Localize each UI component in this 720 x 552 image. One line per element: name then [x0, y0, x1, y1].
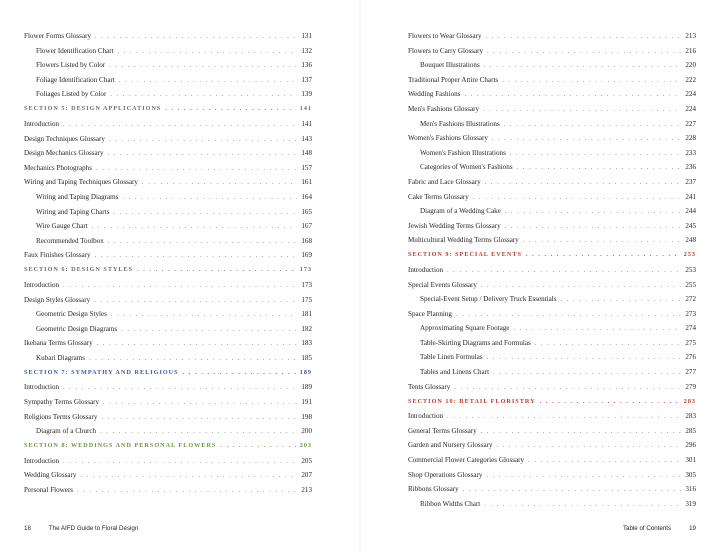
toc-page-number: 236 — [685, 163, 696, 172]
toc-entry-title: Introduction — [24, 119, 60, 128]
toc-entry — [408, 280, 696, 290]
dot-leader — [89, 354, 297, 364]
toc-section-heading — [408, 250, 696, 260]
dot-leader — [485, 178, 682, 188]
toc-page-number: 276 — [685, 353, 696, 362]
dot-leader — [497, 441, 682, 451]
toc-entry-title: Flowers Listed by Color — [36, 61, 106, 70]
dot-leader — [165, 104, 295, 114]
toc-entry-title: SECTION 10: RETAIL FLORISTRY — [408, 397, 536, 405]
dot-leader — [95, 251, 298, 261]
right-footer — [623, 525, 696, 532]
toc-entry-title: Approximating Square Footage — [420, 324, 510, 333]
toc-column-left — [24, 31, 312, 500]
dot-leader — [464, 90, 681, 100]
dot-leader — [63, 281, 297, 291]
toc-entry-title: Wire Gauge Chart — [36, 222, 88, 231]
toc-page-number: 237 — [685, 177, 696, 186]
toc-subentry — [408, 367, 696, 377]
toc-entry — [408, 426, 696, 436]
toc-entry — [408, 470, 696, 480]
toc-page-number: 244 — [685, 207, 696, 216]
toc-entry-title: SECTION 9: SPECIAL EVENTS — [408, 251, 522, 259]
toc-page-number: 305 — [685, 470, 696, 479]
toc-subentry — [24, 46, 312, 56]
toc-entry-title: Introduction — [408, 265, 444, 274]
toc-subentry — [24, 353, 312, 363]
dot-leader — [481, 281, 681, 291]
dot-leader — [96, 164, 297, 174]
toc-entry-title: Cake Terms Glossary — [408, 192, 469, 201]
toc-entry-title: Special-Event Setup / Delivery Truck Essentials — [420, 295, 557, 304]
dot-leader — [484, 61, 682, 71]
right-page-number: 19 — [689, 525, 696, 532]
toc-entry-title: Jewish Wedding Terms Glossary — [408, 221, 501, 230]
toc-entry — [408, 104, 696, 114]
toc-entry-title: Fabric and Lace Glossary — [408, 177, 481, 186]
toc-entry-title: Wiring and Taping Diagrams — [36, 192, 119, 201]
toc-subentry — [24, 324, 312, 334]
toc-entry-title: Tents Glossary — [408, 382, 451, 391]
toc-page-number: 167 — [301, 222, 312, 231]
toc-entry-title: SECTION 5: DESIGN APPLICATIONS — [24, 105, 162, 113]
toc-subentry — [24, 236, 312, 246]
toc-subentry — [408, 206, 696, 216]
toc-entry-title: Geometric Design Styles — [36, 310, 107, 319]
toc-entry — [408, 411, 696, 421]
toc-entry-title: Introduction — [24, 280, 60, 289]
dot-leader — [540, 397, 680, 407]
dot-leader — [454, 383, 681, 393]
left-footer — [24, 525, 138, 532]
dot-leader — [492, 134, 681, 144]
toc-page-number: 213 — [301, 486, 312, 495]
toc-subentry — [408, 323, 696, 333]
toc-subentry — [24, 192, 312, 202]
toc-entry-title: Introduction — [24, 383, 60, 392]
toc-entry-title: Women's Fashions Glossary — [408, 134, 488, 143]
toc-entry-title: Bouquet Illustrations — [420, 61, 480, 70]
dot-leader — [502, 76, 681, 86]
dot-leader — [101, 413, 297, 423]
toc-page-number: 274 — [685, 324, 696, 333]
toc-entry-title: Garden and Nursery Glossary — [408, 441, 493, 450]
toc-page-number: 245 — [685, 221, 696, 230]
dot-leader — [108, 149, 298, 159]
dot-leader — [504, 120, 682, 130]
toc-entry-title: Flowers to Wear Glossary — [408, 32, 482, 40]
toc-page-number: 207 — [301, 471, 312, 480]
toc-entry — [408, 177, 696, 187]
dot-leader — [561, 295, 682, 305]
toc-page-number: 216 — [685, 46, 696, 55]
dot-leader — [108, 237, 298, 247]
toc-entry — [408, 75, 696, 85]
toc-page-number: 228 — [685, 134, 696, 143]
dot-leader — [103, 398, 297, 408]
toc-page-number: 136 — [301, 61, 312, 70]
toc-page-number: 137 — [301, 75, 312, 84]
toc-page-number: 285 — [685, 426, 696, 435]
dot-leader — [486, 471, 681, 481]
toc-entry-title: Table Linen Formulas — [420, 353, 483, 362]
toc-page-number: 183 — [301, 339, 312, 348]
toc-subentry — [408, 352, 696, 362]
toc-subentry — [408, 294, 696, 304]
dot-leader — [484, 500, 681, 510]
toc-entry — [408, 31, 696, 41]
toc-entry-title: Introduction — [408, 412, 444, 421]
toc-entry — [408, 89, 696, 99]
toc-entry-title: Recommended Toolbox — [36, 236, 104, 245]
toc-page-number: 213 — [685, 32, 696, 40]
toc-entry — [408, 455, 696, 465]
toc-entry — [24, 134, 312, 144]
dot-leader — [97, 339, 298, 349]
toc-page-number: 296 — [685, 441, 696, 450]
toc-page-number: 319 — [685, 499, 696, 508]
dot-leader — [510, 149, 682, 159]
dot-leader — [63, 120, 297, 130]
toc-page-number: 241 — [685, 192, 696, 201]
dot-leader — [113, 208, 297, 218]
dot-leader — [109, 135, 297, 145]
toc-page-number: 189 — [301, 383, 312, 392]
toc-subentry — [24, 89, 312, 99]
toc-page-number: 139 — [301, 90, 312, 99]
toc-page-number: 181 — [301, 310, 312, 319]
dot-leader — [111, 310, 297, 320]
toc-section-heading — [24, 265, 312, 275]
toc-entry-title: Men's Fashions Glossary — [408, 104, 480, 113]
dot-leader — [505, 207, 682, 217]
toc-entry — [408, 440, 696, 450]
toc-entry-title: Tables and Linens Chart — [420, 368, 490, 377]
toc-page-number: 203 — [299, 442, 312, 450]
toc-page-number: 169 — [301, 251, 312, 260]
dot-leader — [118, 47, 298, 57]
toc-entry-title: Kubari Diagrams — [36, 353, 86, 362]
toc-entry — [24, 397, 312, 407]
dot-leader — [92, 222, 298, 232]
dot-leader — [483, 105, 681, 115]
toc-entry — [408, 133, 696, 143]
dot-leader — [119, 76, 298, 86]
toc-page-number: 205 — [301, 456, 312, 465]
dot-leader — [463, 485, 682, 495]
toc-page-number: 175 — [301, 295, 312, 304]
toc-entry — [24, 295, 312, 305]
toc-entry-title: Flowers to Carry Glossary — [408, 46, 484, 55]
toc-page-number: 224 — [685, 90, 696, 99]
toc-entry-title: Ikebana Terms Glossary — [24, 339, 93, 348]
toc-entry-title: General Terms Glossary — [408, 426, 477, 435]
dot-leader — [95, 32, 297, 42]
toc-entry — [24, 31, 312, 41]
dot-leader — [481, 427, 682, 437]
toc-entry-title: Shop Operations Glossary — [408, 470, 483, 479]
dot-leader — [100, 427, 297, 437]
toc-section-heading — [24, 368, 312, 378]
toc-entry-title: Flower Forms Glossary — [24, 32, 91, 40]
dot-leader — [447, 412, 681, 422]
dot-leader — [526, 250, 680, 260]
toc-entry — [408, 235, 696, 245]
toc-section-heading — [24, 104, 312, 114]
toc-page-number: 141 — [299, 105, 312, 113]
toc-entry — [408, 265, 696, 275]
toc-subentry — [408, 162, 696, 172]
toc-page-number: 220 — [685, 61, 696, 70]
toc-entry-title: Ribbons Glossary — [408, 485, 459, 494]
toc-entry-title: Wedding Glossary — [24, 471, 77, 480]
toc-page-number: 272 — [685, 295, 696, 304]
toc-page-number: 277 — [685, 368, 696, 377]
toc-entry — [24, 119, 312, 129]
toc-page-number: 143 — [301, 134, 312, 143]
dot-leader — [487, 47, 681, 57]
toc-page-number: 279 — [685, 382, 696, 391]
dot-leader — [183, 368, 296, 378]
toc-page-number: 198 — [301, 412, 312, 421]
toc-section-heading — [24, 441, 312, 451]
dot-leader — [137, 265, 296, 275]
toc-entry-title: Diagram of a Wedding Cake — [420, 207, 501, 216]
toc-page-number: 301 — [685, 456, 696, 465]
toc-entry-title: Sympathy Terms Glossary — [24, 398, 100, 407]
toc-page-number: 148 — [301, 149, 312, 158]
toc-entry-title: Table-Skirting Diagrams and Formulas — [420, 338, 531, 347]
toc-entry-title: Foliage Identification Chart — [36, 75, 115, 84]
dot-leader — [447, 266, 681, 276]
right-running-title: Table of Contents — [622, 525, 672, 532]
toc-subentry — [24, 426, 312, 436]
toc-page-number: 248 — [685, 236, 696, 245]
toc-entry-title: Design Mechanics Glossary — [24, 149, 104, 158]
toc-entry-title: Faux Finishes Glossary — [24, 251, 91, 260]
toc-subentry — [408, 499, 696, 509]
toc-page-number: 233 — [685, 148, 696, 157]
toc-entry-title: Geometric Design Diagrams — [36, 324, 118, 333]
toc-subentry — [24, 207, 312, 217]
toc-entry — [24, 177, 312, 187]
toc-entry — [408, 46, 696, 56]
toc-subentry — [24, 60, 312, 70]
toc-page-number: 173 — [299, 266, 312, 274]
toc-entry-title: Wiring and Taping Techniques Glossary — [24, 178, 138, 187]
toc-entry — [408, 192, 696, 202]
toc-page-number: 191 — [301, 398, 312, 407]
dot-leader — [473, 193, 682, 203]
toc-subentry — [24, 75, 312, 85]
dot-leader — [523, 236, 682, 246]
toc-page-number: 283 — [685, 412, 696, 421]
dot-leader — [110, 90, 297, 100]
toc-page-number: 189 — [299, 368, 312, 376]
right-page — [360, 0, 720, 552]
toc-entry-title: Wedding Fashions — [408, 90, 461, 99]
toc-page-number: 316 — [685, 485, 696, 494]
left-running-title: The AIFD Guide to Floral Design — [48, 525, 139, 532]
toc-entry — [24, 148, 312, 158]
toc-entry-title: Space Planning — [408, 309, 452, 318]
toc-entry — [408, 221, 696, 231]
toc-entry — [24, 382, 312, 392]
toc-page-number: 255 — [685, 280, 696, 289]
toc-page-number: 200 — [301, 427, 312, 436]
toc-entry-title: Mechanics Photographs — [24, 163, 92, 172]
dot-leader — [142, 178, 297, 188]
dot-leader — [528, 456, 681, 466]
toc-entry-title: Categories of Women's Fashions — [420, 163, 513, 172]
toc-page-number: 224 — [685, 104, 696, 113]
dot-leader — [505, 222, 682, 232]
toc-page-number: 185 — [301, 353, 312, 362]
toc-page-number: 165 — [301, 207, 312, 216]
toc-entry — [24, 470, 312, 480]
dot-leader — [109, 61, 297, 71]
toc-subentry — [408, 60, 696, 70]
toc-entry-title: Special Events Glossary — [408, 280, 477, 289]
dot-leader — [220, 441, 295, 451]
toc-entry — [24, 412, 312, 422]
toc-entry — [24, 456, 312, 466]
dot-leader — [513, 324, 681, 334]
toc-page-number: 182 — [301, 324, 312, 333]
toc-subentry — [408, 148, 696, 158]
toc-entry-title: Introduction — [24, 456, 60, 465]
toc-entry — [408, 382, 696, 392]
toc-entry — [24, 163, 312, 173]
toc-page-number: 157 — [301, 163, 312, 172]
toc-page-number: 132 — [301, 46, 312, 55]
toc-entry-title: Commercial Flower Categories Glossary — [408, 456, 525, 465]
toc-subentry — [408, 119, 696, 129]
toc-entry-title: Design Techniques Glossary — [24, 134, 105, 143]
dot-leader — [493, 368, 681, 378]
toc-entry-title: Foliages Listed by Color — [36, 90, 107, 99]
dot-leader — [80, 471, 297, 481]
toc-entry — [24, 250, 312, 260]
toc-page-number: 173 — [301, 280, 312, 289]
dot-leader — [121, 325, 297, 335]
toc-entry-title: Men's Fashions Illustrations — [420, 119, 500, 128]
toc-subentry — [24, 221, 312, 231]
dot-leader — [94, 296, 297, 306]
toc-entry — [24, 485, 312, 495]
toc-entry-title: Women's Fashion Illustrations — [420, 148, 506, 157]
toc-entry-title: Religions Terms Glossary — [24, 412, 98, 421]
dot-leader — [122, 193, 297, 203]
toc-entry-title: SECTION 7: SYMPATHY AND RELIGIOUS — [24, 368, 179, 376]
toc-entry-title: Traditional Proper Attire Charts — [408, 75, 499, 84]
toc-entry — [24, 280, 312, 290]
toc-column-right — [408, 31, 696, 513]
dot-leader — [456, 310, 681, 320]
toc-page-number: 168 — [301, 236, 312, 245]
toc-entry — [408, 309, 696, 319]
toc-page-number: 253 — [685, 265, 696, 274]
toc-page-number: 164 — [301, 192, 312, 201]
dot-leader — [486, 32, 682, 42]
toc-page-number: 141 — [301, 119, 312, 128]
toc-entry-title: Personal Flowers — [24, 486, 74, 495]
toc-page-number: 253 — [683, 251, 696, 259]
toc-entry-title: Flower Identification Chart — [36, 46, 114, 55]
toc-entry-title: Diagram of a Church — [36, 427, 97, 436]
dot-leader — [63, 383, 297, 393]
toc-entry-title: Design Styles Glossary — [24, 295, 91, 304]
toc-page-number: 131 — [301, 32, 312, 40]
toc-page-number: 222 — [685, 75, 696, 84]
toc-section-heading — [408, 397, 696, 407]
toc-page-number: 273 — [685, 309, 696, 318]
toc-entry — [408, 484, 696, 494]
dot-leader — [517, 163, 682, 173]
toc-subentry — [408, 338, 696, 348]
toc-page-number: 275 — [685, 338, 696, 347]
toc-entry-title: SECTION 8: WEDDINGS AND PERSONAL FLOWERS — [24, 442, 217, 450]
toc-entry — [24, 338, 312, 348]
dot-leader — [535, 339, 682, 349]
toc-subentry — [24, 309, 312, 319]
toc-entry-title: Wiring and Taping Charts — [36, 207, 110, 216]
left-page-number: 18 — [24, 525, 31, 532]
toc-page-number: 227 — [685, 119, 696, 128]
dot-leader — [63, 457, 297, 467]
toc-entry-title: Multicultural Wedding Terms Glossary — [408, 236, 519, 245]
dot-leader — [487, 353, 682, 363]
toc-entry-title: SECTION 6: DESIGN STYLES — [24, 266, 134, 274]
toc-page-number: 161 — [301, 178, 312, 187]
toc-entry-title: Ribbon Widths Chart — [420, 499, 481, 508]
dot-leader — [77, 486, 297, 496]
toc-page-number: 283 — [683, 397, 696, 405]
